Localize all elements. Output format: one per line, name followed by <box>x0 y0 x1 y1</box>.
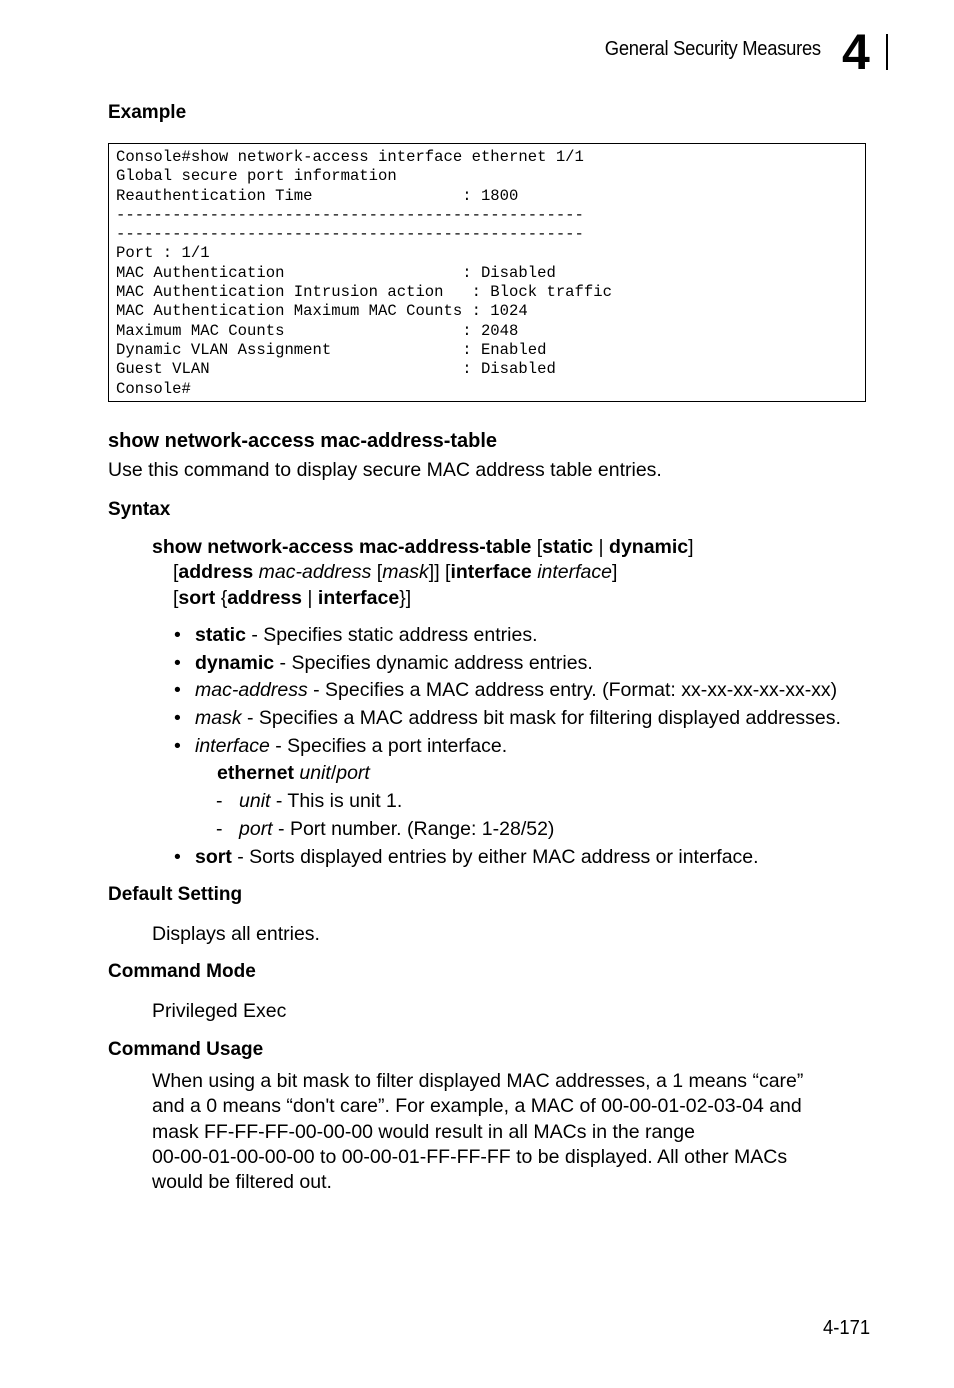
param-ethernet-syntax <box>217 762 370 785</box>
bullet-glyph: • <box>174 707 181 729</box>
command-title: show network-access mac-address-table <box>108 430 498 452</box>
command-usage-heading: Command Usage <box>108 1039 264 1060</box>
param-desc: - Sorts displayed entries by either MAC address or interface. <box>231 846 759 868</box>
syntax-bracket: ] <box>611 561 618 583</box>
param-term: static <box>195 624 246 646</box>
code-line: MAC Authentication : Disabled <box>116 263 556 282</box>
syntax-keyword: static <box>542 536 594 558</box>
usage-line: 00-00-01-00-00-00 to 00-00-01-FF-FF-FF to be displayed. All other MACs <box>152 1145 788 1168</box>
bullet-glyph: • <box>174 735 181 757</box>
param-term: port <box>239 818 273 840</box>
command-mode-heading: Command Mode <box>108 961 256 982</box>
param-desc: - Specifies dynamic address entries. <box>274 652 593 674</box>
param-dynamic <box>174 652 593 675</box>
syntax-line-1 <box>152 536 694 559</box>
param-argument: port <box>336 762 370 784</box>
param-desc: - Port number. (Range: 1-28/52) <box>272 818 555 840</box>
bullet-glyph: • <box>174 624 181 646</box>
syntax-keyword: address <box>178 561 254 583</box>
syntax-argument: mask <box>382 561 429 583</box>
usage-line: and a 0 means “don't care”. For example, a MAC of 00-00-01-02-03-04 and <box>152 1095 802 1118</box>
param-argument: unit <box>299 762 331 784</box>
syntax-keyword: sort <box>178 587 216 609</box>
param-mac-address <box>174 679 837 702</box>
syntax-bracket: [ <box>536 536 543 558</box>
param-desc: - This is unit 1. <box>270 790 403 812</box>
param-mask <box>174 707 841 730</box>
syntax-bracket: [ <box>173 587 179 609</box>
bullet-glyph: • <box>174 652 181 674</box>
param-term: sort <box>195 846 232 868</box>
param-desc: - Specifies a MAC address bit mask for filtering displayed addresses. <box>241 707 841 729</box>
running-header-title: General Security Measures <box>604 38 821 60</box>
syntax-separator: | <box>302 587 318 609</box>
code-line: Dynamic VLAN Assignment : Enabled <box>116 340 547 359</box>
syntax-argument: interface <box>537 561 612 583</box>
param-desc: - Specifies a MAC address entry. (Format: xx-xx-xx-xx-xx-xx) <box>307 679 838 701</box>
usage-line: When using a bit mask to filter displayed MAC addresses, a 1 means “care” <box>152 1070 804 1092</box>
param-term: dynamic <box>195 652 275 674</box>
param-term: mac-address <box>195 679 308 701</box>
dash-glyph: - <box>216 818 223 840</box>
command-description: Use this command to display secure MAC address table entries. <box>108 459 662 481</box>
code-line: Port : 1/1 <box>116 244 210 263</box>
param-sort <box>174 846 759 869</box>
dash-glyph: - <box>216 790 223 812</box>
page-number: 4-171 <box>823 1317 871 1339</box>
usage-line: would be filtered out. <box>152 1171 332 1194</box>
syntax-command: show network-access mac-address-table <box>152 536 532 558</box>
syntax-bracket: ] <box>688 536 694 558</box>
bullet-glyph: • <box>174 846 181 868</box>
code-line: -------------------------------------------------- <box>116 225 584 244</box>
code-line: Reauthentication Time : 1800 <box>116 186 519 205</box>
default-setting-heading: Default Setting <box>108 884 243 905</box>
code-line: Maximum MAC Counts : 2048 <box>116 321 519 340</box>
chapter-divider <box>886 34 888 70</box>
chapter-number: 4 <box>842 24 870 80</box>
code-line: -------------------------------------------------- <box>116 205 584 224</box>
param-term: mask <box>195 707 242 729</box>
example-heading: Example <box>108 102 187 123</box>
command-mode-text: Privileged Exec <box>152 1000 287 1022</box>
param-desc: - Specifies static address entries. <box>245 624 538 646</box>
syntax-bracket: ]] [ <box>428 561 451 583</box>
syntax-bracket: }] <box>399 587 412 609</box>
param-interface <box>174 735 507 758</box>
syntax-bracket: [ <box>173 561 179 583</box>
command-usage-text <box>152 1069 872 1195</box>
param-static <box>174 624 538 647</box>
syntax-argument: mac-address <box>258 561 372 583</box>
syntax-bracket: [ <box>376 561 383 583</box>
param-term: unit <box>239 790 271 812</box>
syntax-heading: Syntax <box>108 499 171 520</box>
param-keyword: ethernet <box>217 762 294 784</box>
param-desc: - Specifies a port interface. <box>269 735 508 757</box>
default-setting-text: Displays all entries. <box>152 923 320 945</box>
syntax-keyword: address <box>227 587 302 609</box>
syntax-bracket: { <box>220 587 228 609</box>
code-example <box>109 144 865 403</box>
syntax-line-2 <box>173 561 617 584</box>
code-line: Guest VLAN : Disabled <box>116 360 556 379</box>
param-separator: / <box>330 762 337 784</box>
code-example-box <box>108 143 866 402</box>
param-term: interface <box>195 735 270 757</box>
syntax-keyword: interface <box>450 561 532 583</box>
syntax-line-3 <box>173 587 411 610</box>
code-line: Console#show network-access interface ethernet 1/1 <box>116 148 584 166</box>
syntax-keyword: dynamic <box>609 536 689 558</box>
code-line: Global secure port information <box>116 167 397 186</box>
code-line: Console# <box>116 379 191 398</box>
code-line: MAC Authentication Maximum MAC Counts : 1024 <box>116 302 528 321</box>
syntax-separator: | <box>593 536 610 558</box>
param-port <box>216 818 554 841</box>
code-line: MAC Authentication Intrusion action : Block traffic <box>116 283 612 302</box>
usage-line: mask FF-FF-FF-00-00-00 would result in all MACs in the range <box>152 1120 695 1143</box>
param-unit <box>216 790 402 813</box>
bullet-glyph: • <box>174 679 181 701</box>
syntax-keyword: interface <box>317 587 400 609</box>
